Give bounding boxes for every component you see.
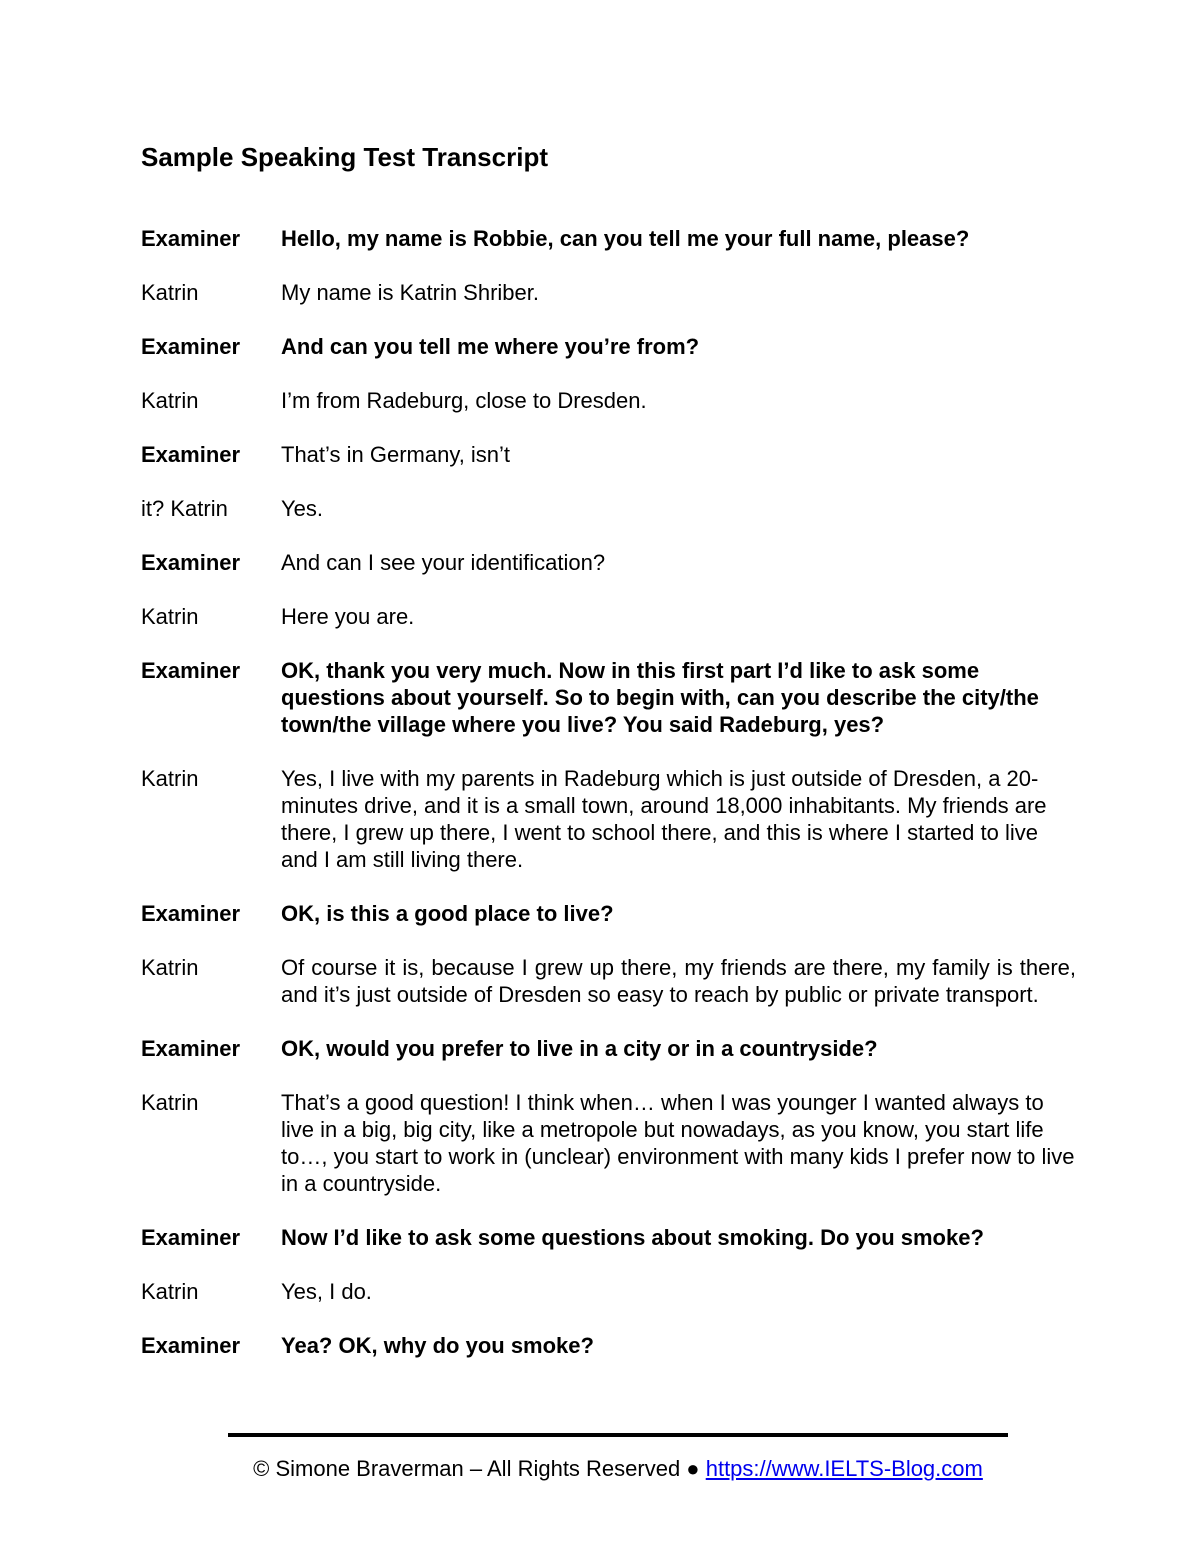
transcript-row: [141, 549, 1076, 576]
speaker-label: it? Katrin: [141, 496, 228, 521]
speaker-label: Examiner: [141, 1225, 241, 1250]
transcript-row: [141, 387, 1076, 414]
transcript-row: [141, 1089, 1076, 1197]
utterance-text: OK, is this a good place to live?: [281, 901, 614, 926]
speaker-label: Examiner: [141, 901, 241, 926]
transcript-row: [141, 765, 1076, 873]
speaker-label: Katrin: [141, 1090, 199, 1115]
transcript-row: [141, 1224, 1076, 1251]
utterance-text: OK, would you prefer to live in a city or in a countryside?: [281, 1036, 878, 1061]
utterance-text: Yea? OK, why do you smoke?: [281, 1333, 594, 1358]
speaker-label: Examiner: [141, 226, 241, 251]
speaker-label: Katrin: [141, 388, 199, 413]
transcript-row: [141, 225, 1076, 252]
utterance-text: Here you are.: [281, 604, 415, 629]
speaker-label: Examiner: [141, 658, 241, 683]
speaker-label: Examiner: [141, 550, 241, 575]
speaker-label: Katrin: [141, 955, 199, 980]
utterance-text: That’s a good question! I think when… when I was younger I wanted always to live in a big, big city, like a metropole but nowadays, as you know, you start life to…, you start to work in (unclear) environment with many kids I prefer now to live in a countryside.: [281, 1090, 1075, 1196]
utterance-text: Now I’d like to ask some questions about smoking. Do you smoke?: [281, 1225, 984, 1250]
transcript-row: [141, 1278, 1076, 1305]
transcript-row: [141, 900, 1076, 927]
transcript-row: [141, 441, 1076, 468]
speaker-label: Katrin: [141, 766, 199, 791]
utterance-text: Hello, my name is Robbie, can you tell me your full name, please?: [281, 226, 970, 251]
transcript-row: [141, 333, 1076, 360]
speaker-label: Katrin: [141, 1279, 199, 1304]
transcript-row: [141, 279, 1076, 306]
transcript-row: [141, 603, 1076, 630]
transcript: [141, 225, 1076, 1386]
page-title: Sample Speaking Test Transcript: [141, 142, 548, 172]
utterance-text: Yes, I do.: [281, 1279, 372, 1304]
utterance-text: My name is Katrin Shriber.: [281, 280, 539, 305]
speaker-label: Katrin: [141, 280, 199, 305]
transcript-row: [141, 954, 1076, 1008]
website-link[interactable]: https://www.IELTS-Blog.com: [705, 1456, 983, 1481]
utterance-text: And can you tell me where you’re from?: [281, 334, 700, 359]
transcript-row: [141, 657, 1076, 738]
speaker-label: Examiner: [141, 334, 241, 359]
speaker-label: Katrin: [141, 604, 199, 629]
utterance-text: That’s in Germany, isn’t: [281, 442, 511, 467]
utterance-text: OK, thank you very much. Now in this first part I’d like to ask some questions about yourself. So to begin with, can you describe the city/the town/the village where you live? You said Radeburg, yes?: [281, 658, 1039, 737]
utterance-text: Yes.: [281, 496, 324, 521]
transcript-row: [141, 1332, 1076, 1359]
transcript-row: [141, 495, 1076, 522]
speaker-label: Examiner: [141, 442, 241, 467]
transcript-row: [141, 1035, 1076, 1062]
utterance-text: Yes, I live with my parents in Radeburg which is just outside of Dresden, a 20-minutes drive, and it is a small town, around 18,000 inhabitants. My friends are there, I grew up there, I went to school there, and this is where I started to live and I am still living there.: [281, 766, 1047, 872]
utterance-text: Of course it is, because I grew up there, my friends are there, my family is there, and it’s just outside of Dresden so easy to reach by public or private transport.: [281, 955, 1076, 1007]
speaker-label: Examiner: [141, 1333, 241, 1358]
footer-divider: [228, 1433, 1008, 1437]
copyright-text: © Simone Braverman – All Rights Reserved ●: [253, 1456, 706, 1481]
footer: [0, 1455, 1200, 1483]
utterance-text: And can I see your identification?: [281, 550, 606, 575]
speaker-label: Examiner: [141, 1036, 241, 1061]
utterance-text: I’m from Radeburg, close to Dresden.: [281, 388, 647, 413]
